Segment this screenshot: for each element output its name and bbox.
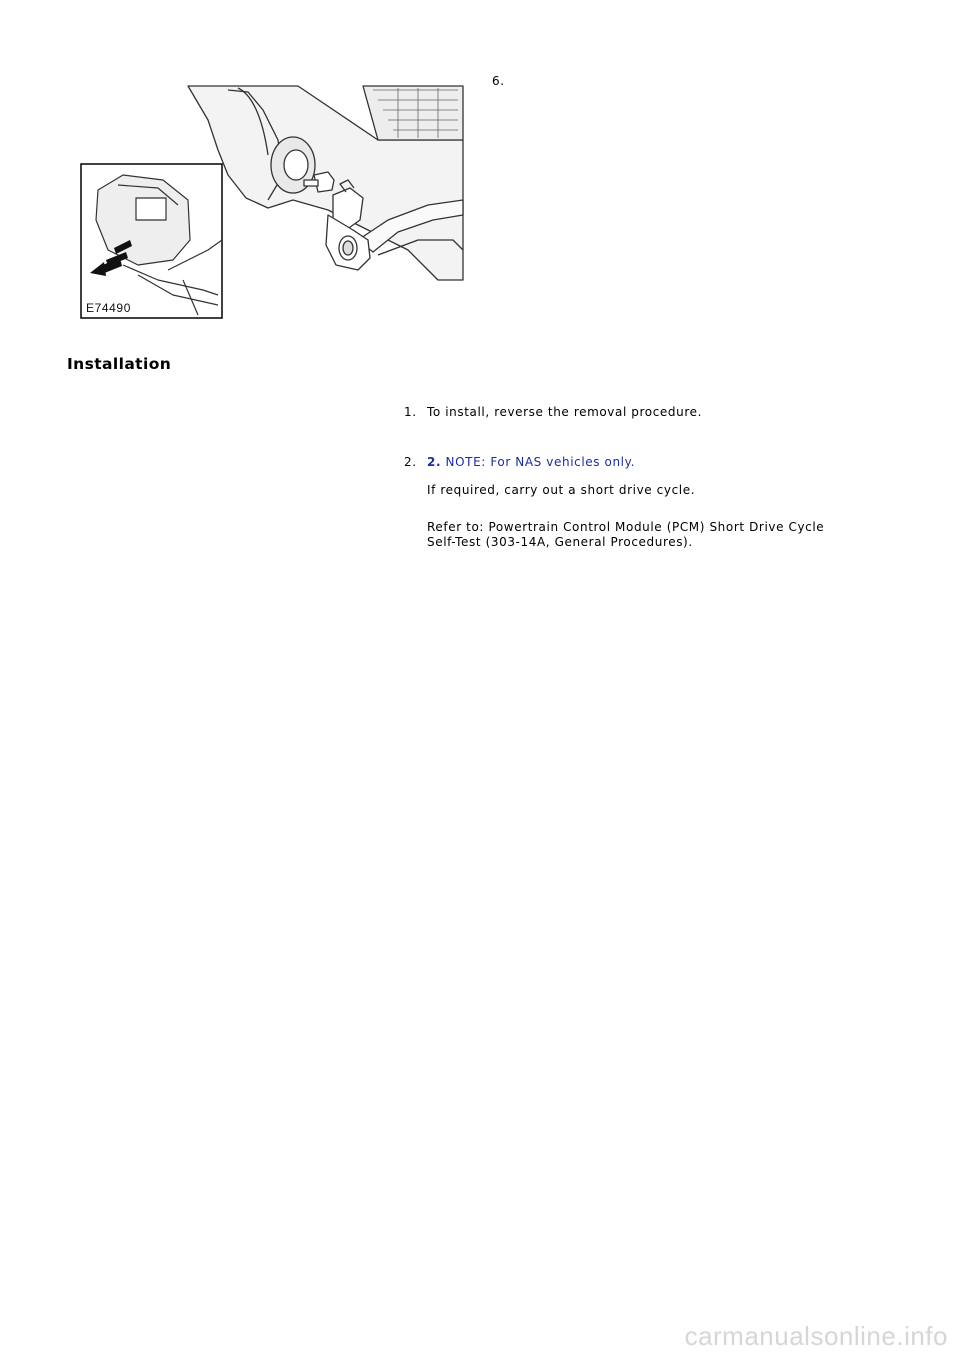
step-1-text: To install, reverse the removal procedure. [427, 405, 703, 419]
step-2-note-text: NOTE: For NAS vehicles only. [445, 455, 635, 469]
figure-step-number: 6. [492, 74, 505, 88]
figure-label: E74490 [86, 301, 131, 315]
watermark: carmanualsonline.info [684, 1321, 948, 1351]
section-title: Installation [67, 355, 172, 373]
step-2-text: If required, carry out a short drive cycle. [427, 483, 696, 497]
step-2-reference-line2: Self-Test (303-14A, General Procedures). [427, 535, 693, 549]
step-2-note [427, 455, 635, 469]
step-2-note-prefix: 2. [427, 455, 442, 469]
step-1-number: 1. [404, 405, 417, 419]
installation-illustration [78, 80, 468, 324]
step-2-reference-line1: Refer to: Powertrain Control Module (PCM) Short Drive Cycle [427, 520, 825, 534]
step-2-number: 2. [404, 455, 417, 469]
